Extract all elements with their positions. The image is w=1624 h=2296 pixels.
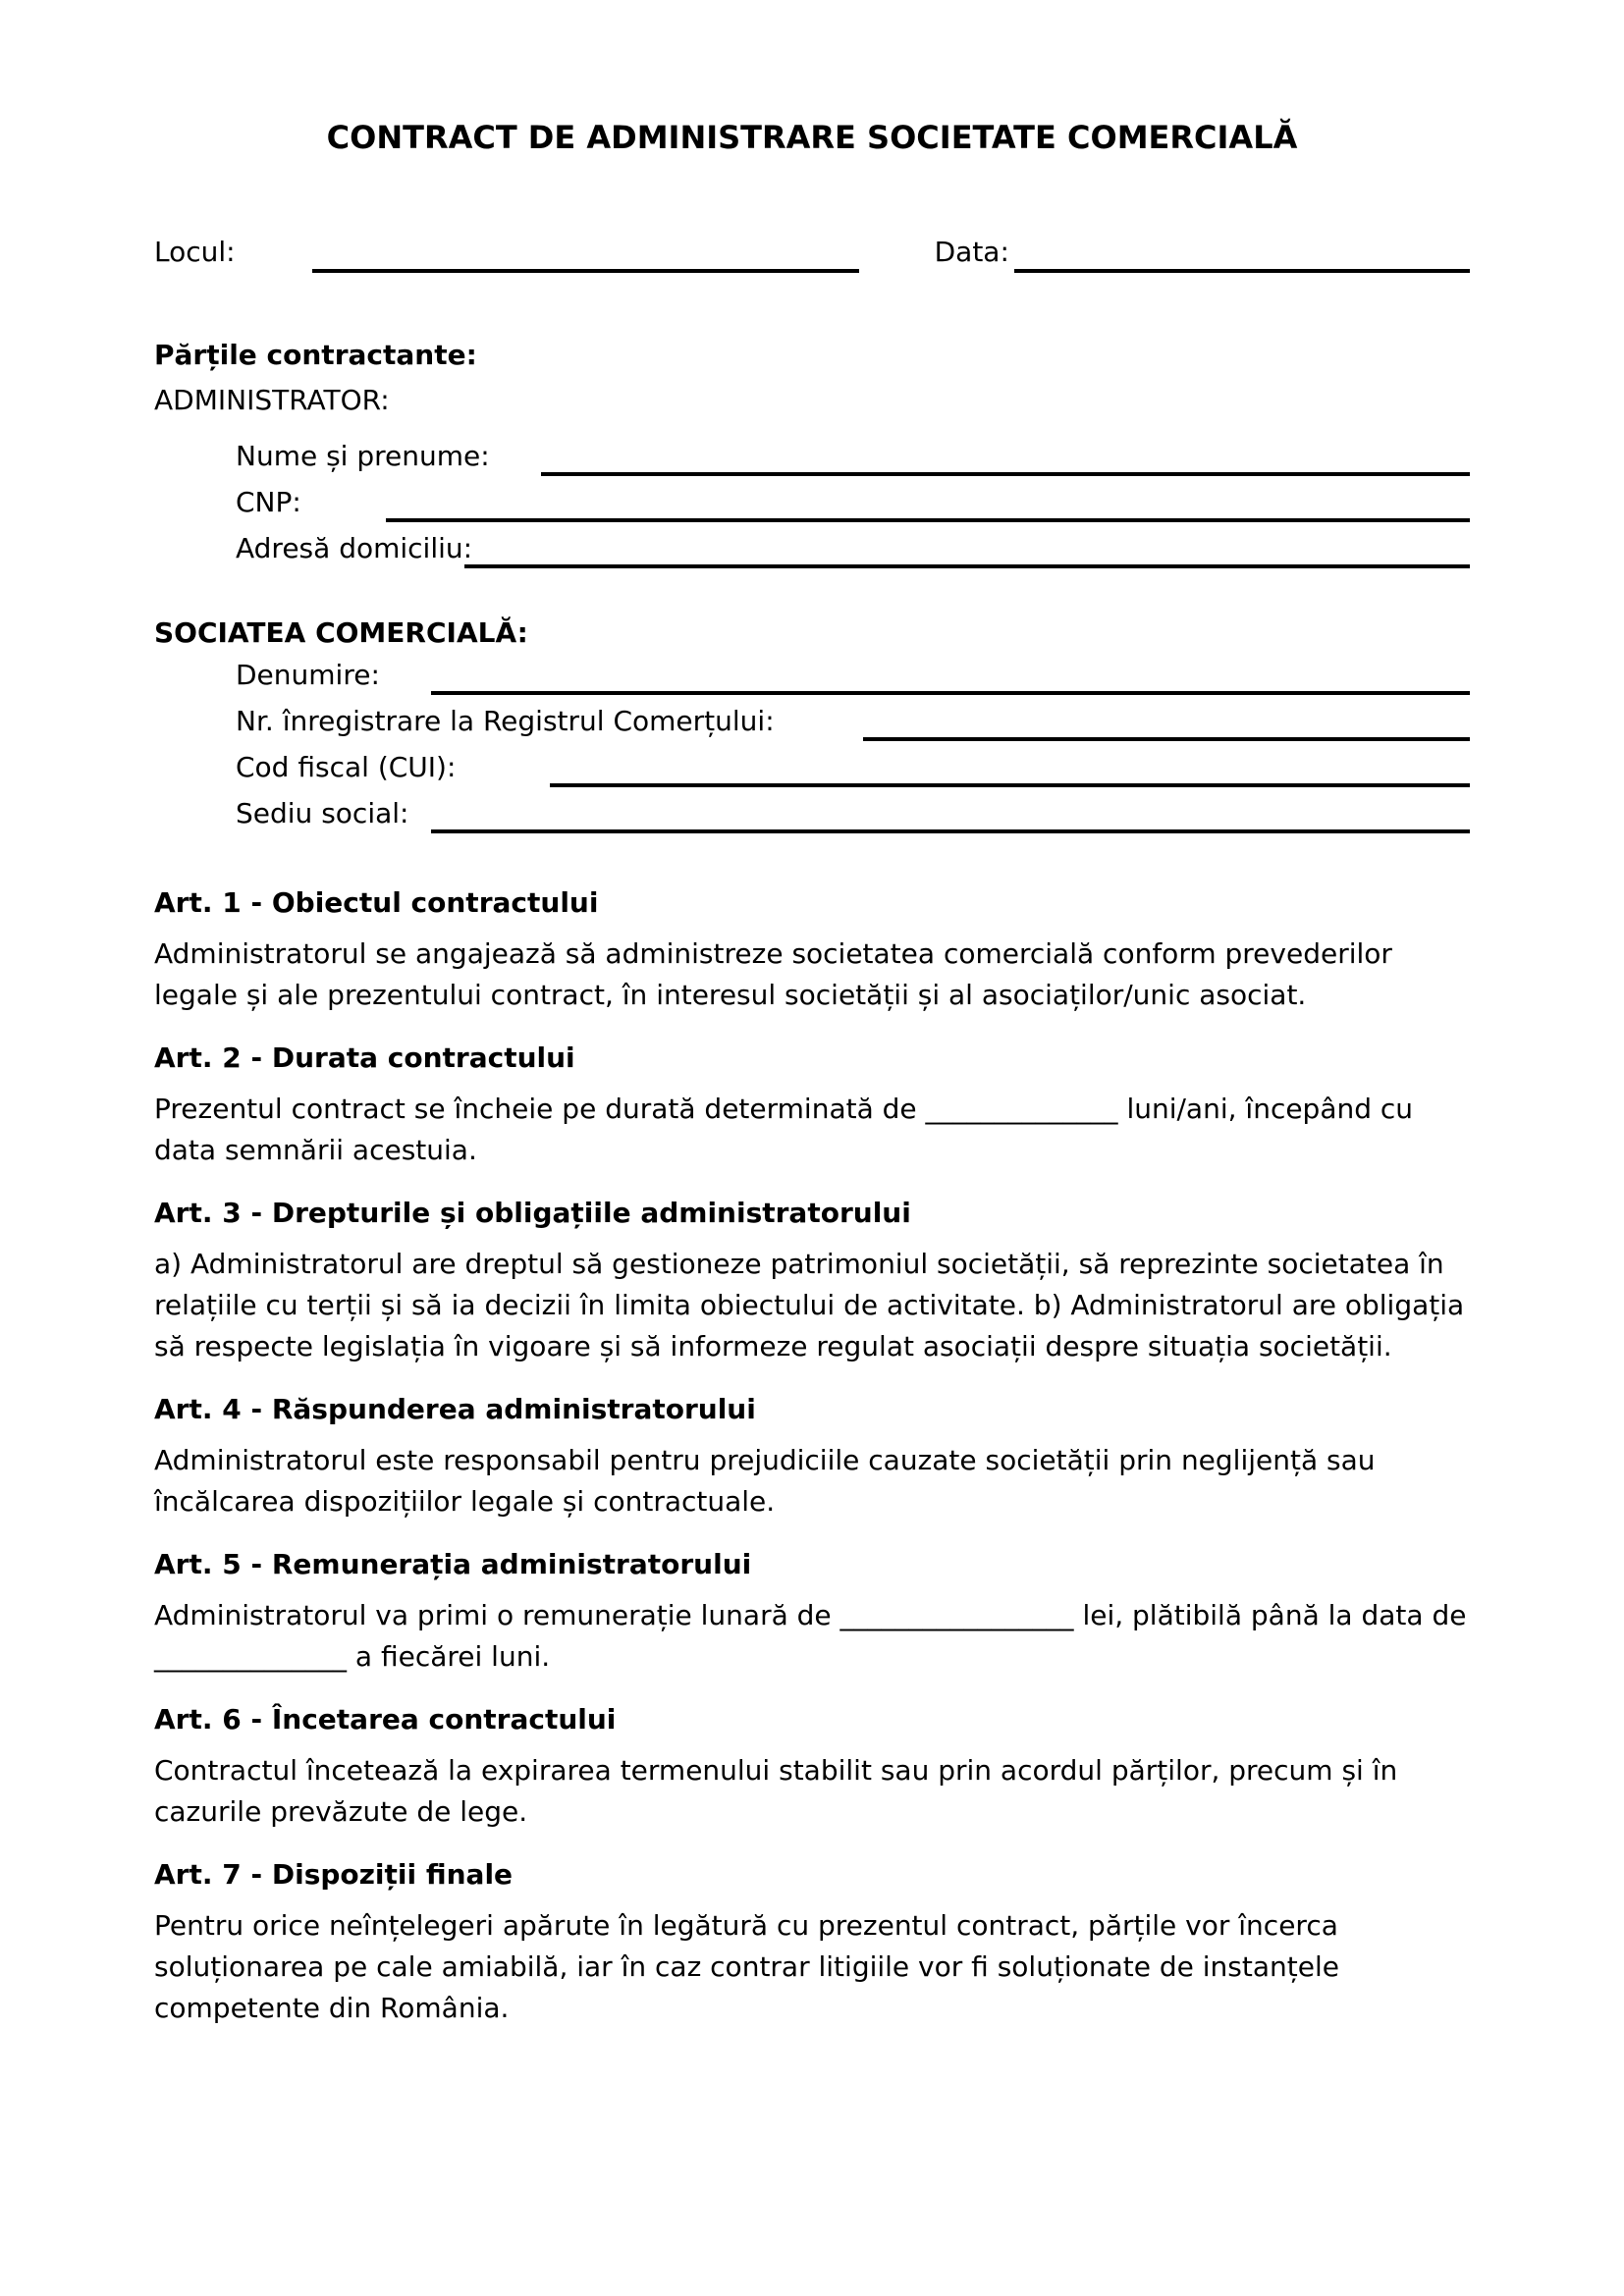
name-fill-line — [541, 472, 1470, 476]
company-name-fill-line — [431, 691, 1470, 695]
place-fill-line — [312, 269, 859, 273]
headquarters-label: Sediu social: — [236, 797, 409, 829]
company-name-label: Denumire: — [236, 659, 380, 691]
article-4-heading: Art. 4 - Răspunderea administratorului — [154, 1393, 756, 1425]
article-2-body: Prezentul contract se încheie pe durată determinată de ______________ luni/ani, începând cu data semnării acestuia. — [154, 1093, 1414, 1166]
field-row-company-name — [154, 652, 1470, 698]
headquarters-fill-line — [431, 829, 1470, 833]
article-4 — [154, 1391, 1470, 1522]
field-row-registry-number — [154, 698, 1470, 744]
article-6-heading: Art. 6 - Încetarea contractului — [154, 1703, 617, 1735]
administrator-heading: ADMINISTRATOR: — [154, 384, 390, 416]
place-date-row — [154, 232, 1470, 273]
field-row-headquarters — [154, 790, 1470, 836]
field-row-fiscal-code — [154, 744, 1470, 790]
cnp-label: CNP: — [236, 486, 301, 518]
article-7-heading: Art. 7 - Dispoziții finale — [154, 1858, 514, 1891]
address-fill-line — [464, 564, 1470, 568]
article-6 — [154, 1701, 1470, 1833]
field-row-name — [154, 433, 1470, 479]
address-label: Adresă domiciliu: — [236, 532, 473, 564]
article-3-body: a) Administratorul are dreptul să gestioneze patrimoniul societății, să reprezinte societatea în relațiile cu terții și să ia decizii în limita obiectului de activitate. b) Administratorul are obligația să respecte legislația în vigoare și să informeze regulat asociații despre situația societății. — [154, 1248, 1465, 1362]
place-label: Locul: — [154, 236, 236, 268]
article-6-body: Contractul încetează la expirarea termenului stabilit sau prin acordul părților, precum și în cazurile prevăzute de lege. — [154, 1754, 1398, 1828]
article-5-body: Administratorul va primi o remunerație lunară de _________________ lei, plătibilă până la data de ______________ a fiecărei luni. — [154, 1599, 1467, 1673]
fiscal-code-label: Cod fiscal (CUI): — [236, 751, 457, 783]
article-1-body: Administratorul se angajează să administreze societatea comercială conform prevederilor legale și ale prezentului contract, în interesul societății și al asociaților/unic asociat. — [154, 937, 1392, 1011]
name-label: Nume și prenume: — [236, 440, 490, 472]
field-row-address — [154, 525, 1470, 571]
article-2 — [154, 1040, 1470, 1171]
article-3-heading: Art. 3 - Drepturile și obligațiile administratorului — [154, 1197, 911, 1229]
article-5-heading: Art. 5 - Remunerația administratorului — [154, 1548, 752, 1580]
article-2-heading: Art. 2 - Durata contractului — [154, 1041, 575, 1074]
field-row-cnp — [154, 479, 1470, 525]
article-7-body: Pentru orice neînțelegeri apărute în legătură cu prezentul contract, părțile vor încerca soluționarea pe cale amiabilă, iar în caz contrar litigiile vor fi soluționate de instanțele competente din România. — [154, 1909, 1339, 2024]
contracting-parties-heading: Părțile contractante: — [154, 339, 477, 371]
article-7 — [154, 1856, 1470, 2029]
registry-number-fill-line — [863, 737, 1470, 741]
registry-number-label: Nr. înregistrare la Registrul Comerțului: — [236, 705, 775, 737]
page-title: CONTRACT DE ADMINISTRARE SOCIETATE COMERCIALĂ — [326, 119, 1298, 156]
cnp-fill-line — [386, 518, 1470, 522]
article-5 — [154, 1546, 1470, 1678]
date-label: Data: — [934, 236, 1009, 268]
date-fill-line — [1014, 269, 1470, 273]
article-3 — [154, 1195, 1470, 1367]
article-4-body: Administratorul este responsabil pentru prejudiciile cauzate societății prin neglijență sau încălcarea dispozițiilor legale și contractuale. — [154, 1444, 1376, 1518]
company-heading: SOCIATEA COMERCIALĂ: — [154, 616, 528, 649]
article-1 — [154, 884, 1470, 1016]
article-1-heading: Art. 1 - Obiectul contractului — [154, 886, 599, 919]
fiscal-code-fill-line — [550, 783, 1470, 787]
